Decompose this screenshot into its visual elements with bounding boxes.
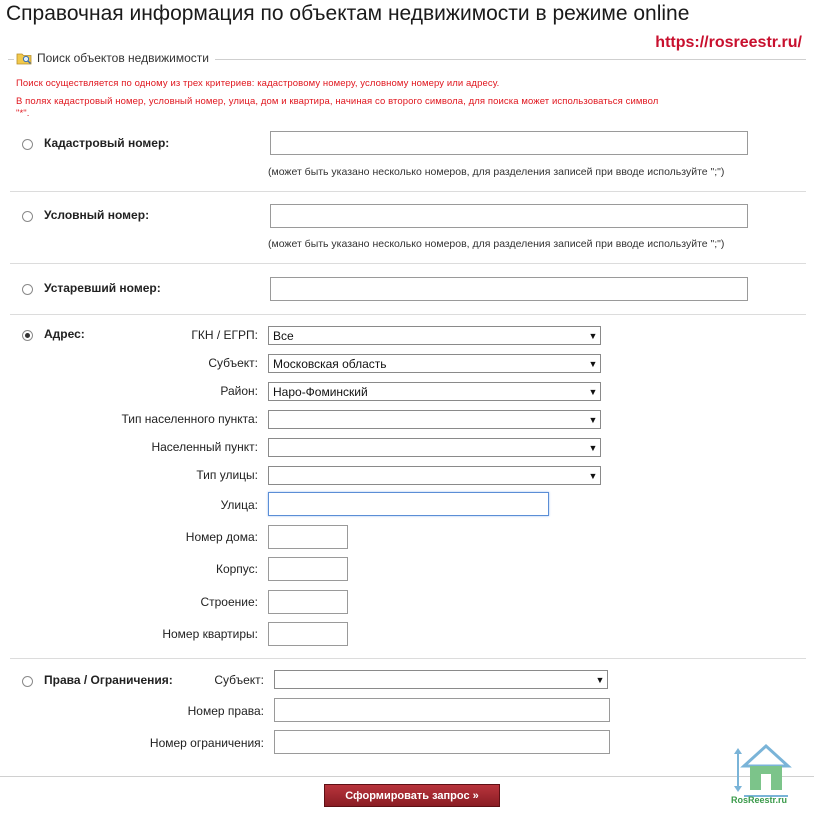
settlement-label: Населенный пункт: <box>151 440 258 454</box>
chevron-down-icon: ▼ <box>588 414 598 425</box>
radio-rights[interactable] <box>22 676 33 687</box>
house-label: Номер дома: <box>185 530 258 544</box>
district-value: Наро-Фоминский <box>273 384 368 399</box>
gkn-label: ГКН / ЕГРП: <box>191 328 258 342</box>
rights-subject-select[interactable] <box>274 670 608 689</box>
fieldset-legend-text: Поиск объектов недвижимости <box>37 51 210 65</box>
district-label: Район: <box>220 384 258 398</box>
folder-search-icon <box>16 50 32 66</box>
settlement-type-label: Тип населенного пункта: <box>121 412 258 426</box>
conditional-number-input[interactable] <box>270 204 748 228</box>
street-type-label: Тип улицы: <box>196 468 258 482</box>
chevron-down-icon: ▼ <box>588 470 598 481</box>
conditional-hint: (может быть указано несколько номеров, для разделения записей при вводе используйте ";") <box>268 238 725 250</box>
chevron-down-icon: ▼ <box>595 674 605 685</box>
fieldset-legend <box>14 50 215 66</box>
address-label: Адрес: <box>44 327 85 341</box>
cadastral-label: Кадастровый номер: <box>44 136 170 150</box>
subject-label: Субъект: <box>208 356 258 370</box>
form-bottom-border <box>0 776 814 777</box>
radio-cadastral[interactable] <box>22 139 33 150</box>
settlement-select[interactable] <box>268 438 601 457</box>
apartment-label: Номер квартиры: <box>162 627 258 641</box>
page-title: Справочная информация по объектам недвижимости в режиме online <box>6 2 690 25</box>
separator <box>10 191 806 192</box>
house-number-input[interactable] <box>268 525 348 549</box>
radio-address[interactable] <box>22 330 33 341</box>
building-input[interactable] <box>268 557 348 581</box>
conditional-label: Условный номер: <box>44 208 150 222</box>
chevron-down-icon: ▼ <box>588 330 598 341</box>
cadastral-number-input[interactable] <box>270 131 748 155</box>
settlement-type-select[interactable] <box>268 410 601 429</box>
structure-label: Строение: <box>200 595 258 609</box>
chevron-down-icon: ▼ <box>588 442 598 453</box>
gkn-value: Все <box>273 328 294 343</box>
chevron-down-icon: ▼ <box>588 386 598 397</box>
separator <box>10 658 806 659</box>
rights-subject-label: Субъект: <box>214 673 264 687</box>
site-url: https://rosreestr.ru/ <box>655 34 802 51</box>
radio-outdated[interactable] <box>22 284 33 295</box>
chevron-down-icon: ▼ <box>588 358 598 369</box>
subject-value: Московская область <box>273 356 387 371</box>
submit-request-button[interactable]: Сформировать запрос » <box>324 784 500 807</box>
outdated-label: Устаревший номер: <box>44 281 161 295</box>
restriction-number-label: Номер ограничения: <box>149 736 264 750</box>
gkn-select[interactable] <box>268 326 601 345</box>
right-number-input[interactable] <box>274 698 610 722</box>
watermark-text: RosReestr.ru <box>731 795 788 805</box>
radio-conditional[interactable] <box>22 211 33 222</box>
notice-wildcard: В полях кадастровый номер, условный номер, улица, дом и квартира, начиная со второго символа, для поиска может использоваться символ <box>16 96 659 107</box>
separator <box>10 314 806 315</box>
street-type-select[interactable] <box>268 466 601 485</box>
outdated-number-input[interactable] <box>270 277 748 301</box>
rights-label: Права / Ограничения: <box>44 673 173 687</box>
restriction-number-input[interactable] <box>274 730 610 754</box>
street-input[interactable] <box>268 492 549 516</box>
structure-input[interactable] <box>268 590 348 614</box>
separator <box>10 263 806 264</box>
district-select[interactable] <box>268 382 601 401</box>
building-label: Корпус: <box>215 562 258 576</box>
street-label: Улица: <box>220 498 258 512</box>
apartment-input[interactable] <box>268 622 348 646</box>
notice-criteria: Поиск осуществляется по одному из трех критериев: кадастровому номеру, условному номеру или адресу. <box>16 78 500 89</box>
notice-wildcard-symbol: "*". <box>16 108 30 119</box>
cadastral-hint: (может быть указано несколько номеров, для разделения записей при вводе используйте ";") <box>268 166 725 178</box>
subject-select[interactable] <box>268 354 601 373</box>
right-number-label: Номер права: <box>187 704 264 718</box>
